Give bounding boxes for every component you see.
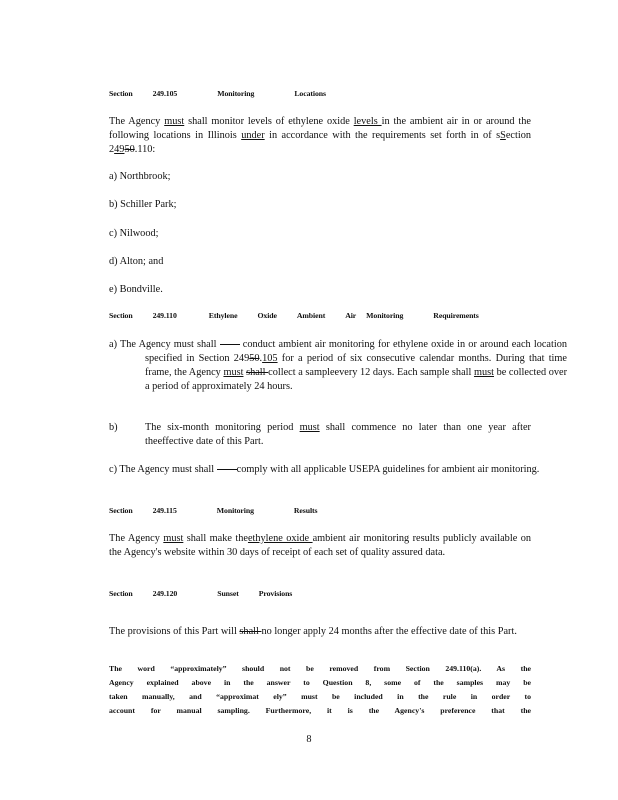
section-number: 249.105 [152, 89, 178, 98]
section-249-110-item-b: b) The six-month monitoring period must shall commence no later than one year after theeffective date of this Part. [109, 422, 531, 447]
section-249-120-paragraph: The provisions of this Part will shall no longer apply 24 months after the effective date of this Part. [109, 626, 517, 637]
note-line: account for manual sampling. Furthermore, it is the Agency's preference that the [109, 706, 531, 715]
location-item: a) Northbrook; [109, 171, 171, 182]
strikethrough-gap [220, 344, 240, 345]
section-249-110-item-a: a) The Agency must shall conduct ambient air monitoring for ethylene oxide in or around each location specified in Section 24950.105 for a period of six consecutive calendar months. During that time frame, the Agency must shall collect a sampleevery 12 days. Each sample shall must be collected over a period of approximately 24 hours. [109, 339, 568, 392]
note-line: taken manually, and “approximat ely” must be included in the rule in order to [109, 692, 531, 701]
location-item: d) Alton; and [109, 256, 164, 267]
explanatory-note [109, 662, 531, 718]
section-title-word: Monitoring [217, 89, 255, 98]
section-heading-249-110: Section 249.110 Ethylene Oxide Ambient Air Monitoring Requirements [109, 311, 479, 320]
location-item: b) Schiller Park; [109, 199, 177, 210]
location-item: e) Bondville. [109, 284, 163, 295]
section-249-115-paragraph: The Agency must shall make theethylene oxide ambient air monitoring results publicly available on the Agency's website within 30 days of receipt of each set of quality assured data. [109, 533, 531, 558]
page-number: 8 [306, 734, 312, 745]
note-line: Agency explained above in the answer to Question 8, some of the samples may be [109, 678, 531, 687]
section-heading-249-115: Section 249.115 Monitoring Results [109, 506, 318, 515]
section-heading-249-120: Section 249.120 Sunset Provisions [109, 589, 293, 598]
strikethrough-gap [217, 469, 237, 470]
section-title-word: Locations [294, 89, 326, 98]
section-249-105-paragraph: The Agency must shall monitor levels of ethylene oxide levels in the ambient air in or around the following locations in Illinois under in accordance with the requirements set forth in of sSection 24950.110: [109, 116, 532, 155]
section-label: Section [109, 89, 133, 98]
section-249-110-item-c: c) The Agency must shall comply with all applicable USEPA guidelines for ambient air monitoring. [109, 464, 540, 475]
location-item: c) Nilwood; [109, 228, 159, 239]
section-heading-249-105 [109, 89, 326, 98]
note-line: The word “approximately” should not be removed from Section 249.110(a). As the [109, 664, 531, 673]
